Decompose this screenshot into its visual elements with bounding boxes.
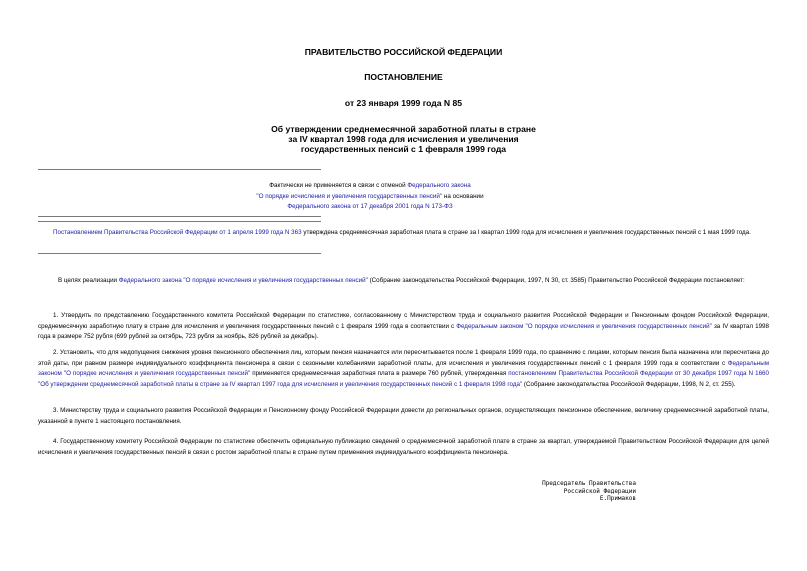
status-note-line-3 bbox=[100, 202, 640, 213]
status-note-line-2: "О порядке исчисления и увеличения государственных пенсий" на основании bbox=[256, 192, 484, 200]
preamble-paragraph: В целях реализации Федерального закона "О порядке исчисления и увеличения государственных пенсий" (Собрание законодательства Российской Федерации, 1997, N 30, ст. 3585) Правительство Российской Федерации постановляет: bbox=[58, 277, 745, 284]
pension-law-link[interactable]: Федеральным законом "О порядке исчисления и увеличения государственных пенсий" bbox=[456, 322, 712, 330]
divider-rule bbox=[38, 216, 321, 217]
law-173fz-link[interactable]: Федерального закона от 17 декабря 2001 года N 173-ФЗ bbox=[287, 203, 453, 210]
divider-rule bbox=[38, 221, 321, 222]
pension-law-link[interactable]: Федерального закона "О порядке исчисления и увеличения государственных пенсий" bbox=[118, 277, 368, 284]
pension-law-link[interactable]: "О порядке исчисления и увеличения государственных пенсий" bbox=[256, 192, 443, 200]
status-note-line-1: Фактически не применяется в связи с отменой Федерального закона bbox=[269, 182, 471, 189]
divider-rule bbox=[38, 253, 321, 254]
resolution-363-link[interactable]: Постановлением Правительства Российской Федерации от 1 апреля 1999 года N 363 bbox=[53, 229, 302, 236]
signatory-name: Е.Примаков bbox=[599, 495, 636, 503]
signature-block bbox=[516, 480, 636, 503]
item-4-paragraph: 4. Государственному комитету Российской Федерации по статистике обеспечить официальную публикацию сведений о среднемесячной заработной плате в стране за квартал, утверждаемой Правительством Российской Федерации для целей исчисления и увеличения государственных пенсий в связи с ростом заработной платы в стране путем применения индивидуального коэффициента пенсионера. bbox=[38, 438, 769, 456]
title-line-3: государственных пенсий с 1 февраля 1999 года bbox=[300, 144, 507, 154]
status-note bbox=[100, 181, 640, 213]
title-line-2: за IV квартал 1998 года для исчисления и увеличения bbox=[288, 134, 519, 144]
signatory-position: Председатель Правительства bbox=[542, 480, 636, 487]
item-2-paragraph: 2. Установить, что для недопущения снижения уровня пенсионного обеспечения лиц, которым пенсия назначается или пересчитывается после 1 февраля 1999 года, по сравнению с лицами, которым пенсия была назначена или пересчитана до этой даты, при равном размере индивидуального коэффициента пенсионера в связи с сезонными колебаниями заработной платы, для исчисления и увеличения государственных пенсий с 1 февраля 1999 года в соответствии с Федеральным законом "О порядке исчисления и увеличения государственных пенсий" применяется среднемесячная заработная плата в размере 760 рублей, утвержденная постановлением Правительства Российской Федерации от 30 декабря 1997 года N 1660 "Об утверждении среднемесячной заработной платы в стране за IV квартал 1997 года для исчисления и увеличения государственных пенсий с 1 февраля 1998 года" (Собрание законодательства Российской Федерации, 1998, N 2, ст. 255). bbox=[38, 349, 769, 388]
divider-rule bbox=[38, 169, 321, 170]
amendment-note: Постановлением Правительства Российской Федерации от 1 апреля 1999 года N 363 утверждена среднемесячная заработная плата в стране за I квартал 1999 года для исчисления и увеличения государственных пенсий с 1 мая 1999 года. bbox=[53, 229, 751, 236]
federal-law-link[interactable]: Федерального закона bbox=[407, 182, 471, 189]
item-3-paragraph: 3. Министерству труда и социального развития Российской Федерации и Пенсионному фонду Российской Федерации довести до региональных органов, осуществляющих пенсионное обеспечение, величину среднемесячной заработной платы, указанной в пункте 1 настоящего постановления. bbox=[38, 407, 769, 425]
document-date-number: от 23 января 1999 года N 85 bbox=[344, 98, 463, 108]
title-line-1: Об утверждении среднемесячной заработной платы в стране bbox=[271, 124, 536, 134]
item-1-paragraph: 1. Утвердить по представлению Государственного комитета Российской Федерации по статистике, согласованному с Министерством труда и социального развития Российской Федерации и Пенсионным фондом Российской Федерации, среднемесячную заработную плату в стране для исчисления и увеличения государственных пенсий с 1 февраля 1999 года в соответствии с Федеральным законом "О порядке исчисления и увеличения государственных пенсий" за IV квартал 1998 года в размере 752 рубля (699 рублей за октябрь, 723 рубля за ноябрь, 826 рублей за декабрь). bbox=[38, 312, 769, 340]
resolution-1660-link[interactable]: постановлением Правительства Российской Федерации от 30 декабря 1997 года N 1660 "Об утверждении среднемесячной заработной платы в стране за IV квартал 1997 года для исчисления и увеличения государственных пенсий с 1 февраля 1998 года" bbox=[38, 370, 769, 388]
issuer-heading: ПРАВИТЕЛЬСТВО РОССИЙСКОЙ ФЕДЕРАЦИИ bbox=[304, 47, 503, 57]
pension-law-link[interactable]: Федеральным законом "О порядке исчисления и увеличения государственных пенсий" bbox=[38, 359, 769, 377]
signatory-organization: Российской Федерации bbox=[563, 487, 636, 495]
document-title bbox=[0, 124, 807, 154]
document-type-heading: ПОСТАНОВЛЕНИЕ bbox=[364, 72, 443, 82]
